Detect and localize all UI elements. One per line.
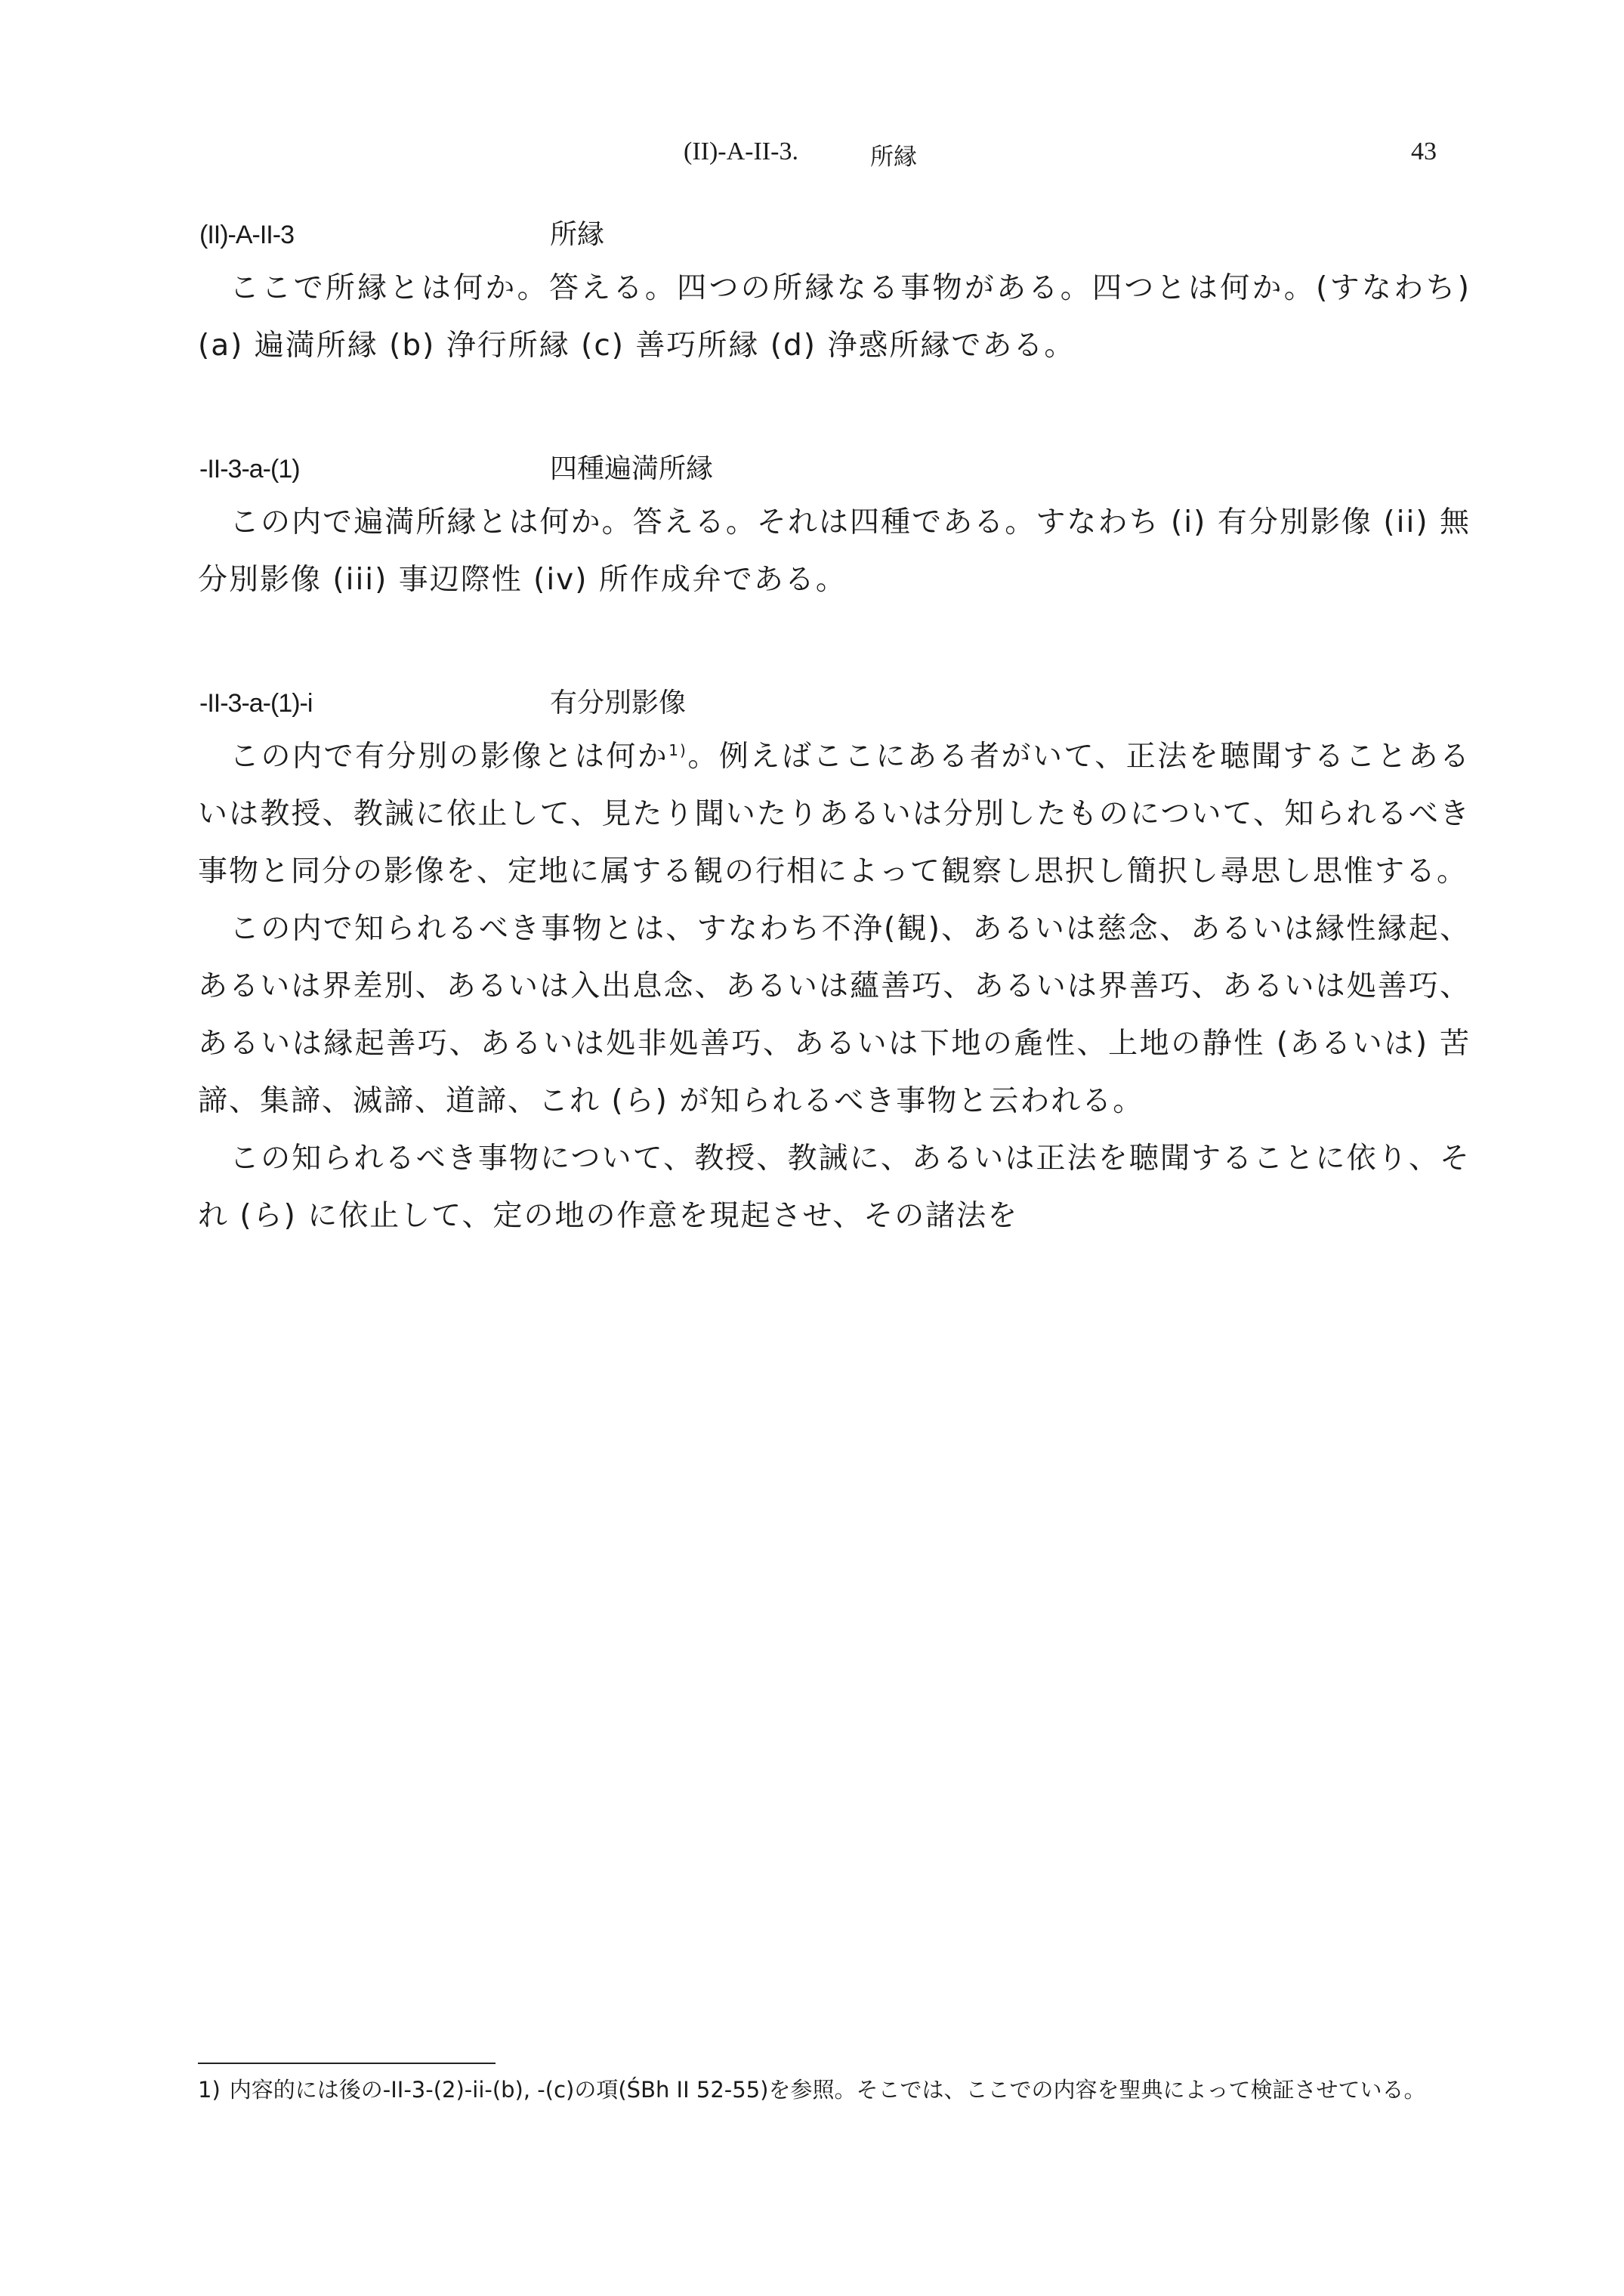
paragraph-text: この内で有分別の影像とは何か (230, 740, 669, 774)
section-spacer (198, 375, 1471, 444)
section-code: (II)-A-II-3 (199, 221, 294, 249)
page-number: 43 (1411, 138, 1437, 165)
section-spacer (198, 609, 1471, 678)
section-heading (198, 678, 1471, 728)
section-title: 四種遍満所縁 (550, 453, 714, 484)
paragraph: この内で遍満所縁とは何か。答える。それは四種である。すなわち (i) 有分別影像 (ii) 無分別影像 (iii) 事辺際性 (iv) 所作成弁である。 (198, 505, 1471, 597)
section-title: 所縁 (550, 219, 605, 250)
footnote (198, 2072, 1471, 2108)
section-title: 有分別影像 (550, 688, 687, 718)
paragraph: ここで所縁とは何か。答える。四つの所縁なる事物がある。四つとは何か。(すなわち)(a) 遍満所縁 (b) 浄行所縁 (c) 善巧所縁 (d) 浄惑所縁である。 (198, 271, 1471, 363)
paragraph: この内で知られるべき事物とは、すなわち不浄(観)、あるいは慈念、あるいは縁性縁起、あるいは界差別、あるいは入出息念、あるいは蘊善巧、あるいは界善巧、あるいは処善巧、あるいは縁起善巧、あるいは処非処善巧、あるいは下地の麁性、上地の静性 (あるいは) 苦諦、集諦、滅諦、道諦、これ (ら) が知られるべき事物と云われる。 (198, 912, 1471, 1118)
running-header (0, 138, 1624, 183)
section-alambana (198, 210, 1471, 375)
section-conceptual-image (198, 678, 1471, 1245)
paragraph-text: 。例えばここにある者がいて、正法を聴聞することあるいは教授、教誡に依止して、見たり聞いたりあるいは分別したものについて、知られるべき事物と同分の影像を、定地に属する観の行相によって観察し思択し簡択し尋思し思惟する。 (198, 740, 1471, 888)
running-header-section: (II)-A-II-3. (684, 138, 798, 165)
running-header-title: 所縁 (870, 144, 917, 171)
section-heading (198, 210, 1471, 260)
section-code: -II-3-a-(1) (199, 455, 300, 484)
footnote-reference[interactable]: 1) (668, 741, 687, 759)
section-code: -II-3-a-(1)-i (199, 689, 313, 718)
footnote-number: 1) (198, 2077, 221, 2103)
section-heading (198, 444, 1471, 494)
footnote-text: 内容的には後の-II-3-(2)-ii-(b), -(c)の項(ŚBh II 52-55)を参照。そこでは、ここでの内容を聖典によって検証させている。 (229, 2077, 1426, 2103)
section-four-pervasive-objects (198, 444, 1471, 609)
footnote-divider (198, 2063, 496, 2064)
paragraph: この知られるべき事物について、教授、教誡に、あるいは正法を聴聞することに依り、それ (ら) に依止して、定の地の作意を現起させ、その諸法を (198, 1142, 1471, 1233)
footnote-item (198, 2072, 1471, 2108)
main-text (198, 210, 1471, 1245)
paragraph (198, 728, 1471, 901)
